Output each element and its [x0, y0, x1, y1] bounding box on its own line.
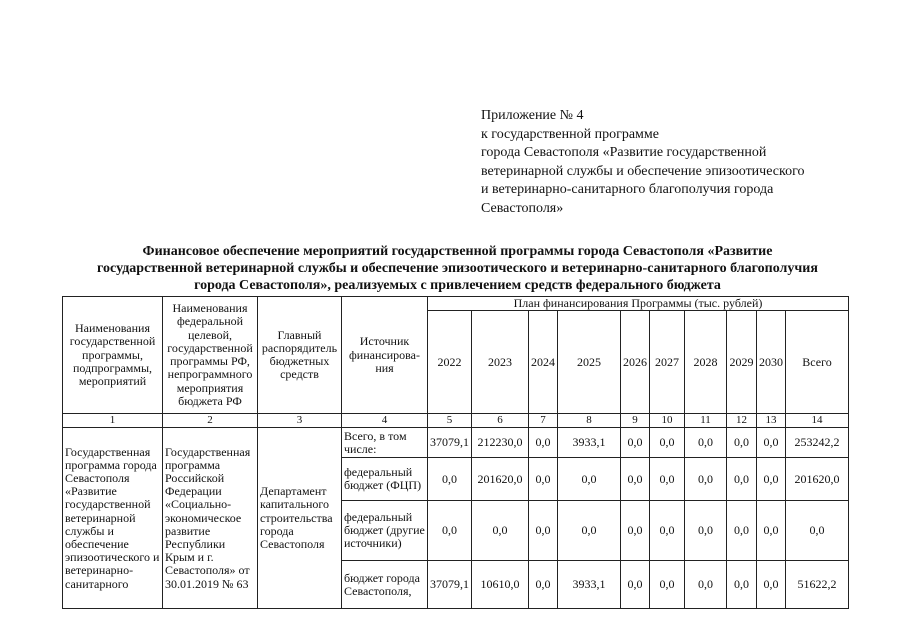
value-cell: 0,0 [621, 561, 650, 609]
column-index: 13 [757, 414, 786, 428]
value-cell: 0,0 [529, 458, 558, 501]
value-cell: 0,0 [558, 501, 621, 561]
column-index: 14 [786, 414, 849, 428]
value-cell: 0,0 [621, 428, 650, 458]
appendix-line: Севастополя» [481, 200, 564, 216]
title-line: города Севастополя», реализуемых с привлечением средств федерального бюджета [194, 278, 721, 293]
value-cell: 0,0 [621, 501, 650, 561]
value-cell: 0,0 [529, 561, 558, 609]
value-cell: 0,0 [727, 458, 757, 501]
value-cell: 201620,0 [472, 458, 529, 501]
value-cell: 0,0 [472, 501, 529, 561]
column-index: 12 [727, 414, 757, 428]
total-cell: 253242,2 [786, 428, 849, 458]
value-cell: 3933,1 [558, 428, 621, 458]
value-cell: 0,0 [727, 501, 757, 561]
header-year: 2023 [472, 311, 529, 414]
value-cell: 0,0 [650, 428, 685, 458]
column-index: 7 [529, 414, 558, 428]
table-row [63, 428, 849, 458]
value-cell: 0,0 [529, 501, 558, 561]
value-cell: 37079,1 [428, 428, 472, 458]
document-title [60, 243, 855, 294]
header-year: 2028 [685, 311, 727, 414]
column-index: 6 [472, 414, 529, 428]
column-index: 9 [621, 414, 650, 428]
header-year: 2024 [529, 311, 558, 414]
header-year: 2029 [727, 311, 757, 414]
value-cell: 3933,1 [558, 561, 621, 609]
funding-source-cell: бюджет города Севастополя, [342, 561, 428, 609]
value-cell: 0,0 [757, 428, 786, 458]
header-year: 2026 [621, 311, 650, 414]
federal-program-cell: Государственная программа Российской Федерации «Социально-экономическое развитие Республики Крым и г. Севастополя» от 30.01.2019 № 63 [163, 428, 258, 609]
financing-table [62, 296, 849, 609]
appendix-line: Приложение № 4 [481, 108, 584, 123]
distributor-cell: Департамент капитального строительства города Севастополя [258, 428, 342, 609]
column-index: 3 [258, 414, 342, 428]
total-cell: 201620,0 [786, 458, 849, 501]
program-name-cell: Государственная программа города Севастополя «Развитие государственной ветеринарной службы и обеспечение эпизоотического и ветеринарно-санитарного [63, 428, 163, 609]
appendix-line: города Севастополя «Развитие государственной [481, 145, 767, 160]
appendix-line: ветеринарной службы и обеспечение эпизоотического [481, 163, 805, 179]
value-cell: 0,0 [685, 561, 727, 609]
column-index: 10 [650, 414, 685, 428]
funding-source-cell: Всего, в том числе: [342, 428, 428, 458]
appendix-block [481, 107, 851, 218]
header-year: 2025 [558, 311, 621, 414]
header-total: Всего [786, 311, 849, 414]
funding-source-cell: федеральный бюджет (ФЦП) [342, 458, 428, 501]
value-cell: 0,0 [529, 428, 558, 458]
header-row-top [63, 297, 849, 311]
total-cell: 51622,2 [786, 561, 849, 609]
value-cell: 0,0 [650, 561, 685, 609]
header-year: 2022 [428, 311, 472, 414]
header-financing-plan: План финансирования Программы (тыс. рублей) [428, 297, 849, 311]
value-cell: 0,0 [621, 458, 650, 501]
column-index: 2 [163, 414, 258, 428]
value-cell: 0,0 [428, 501, 472, 561]
header-funding-source: Источник финансирова-ния [342, 297, 428, 414]
value-cell: 0,0 [757, 458, 786, 501]
value-cell: 10610,0 [472, 561, 529, 609]
title-line: государственной ветеринарной службы и обеспечение эпизоотического и ветеринарно-санитарного благополучия [97, 261, 818, 276]
title-line: Финансовое обеспечение мероприятий государственной программы города Севастополя «Развитие [142, 244, 773, 259]
value-cell: 0,0 [558, 458, 621, 501]
appendix-line: к государственной программе [481, 126, 659, 142]
value-cell: 37079,1 [428, 561, 472, 609]
value-cell: 0,0 [428, 458, 472, 501]
column-index: 8 [558, 414, 621, 428]
header-year: 2027 [650, 311, 685, 414]
funding-source-cell: федеральный бюджет (другие источники) [342, 501, 428, 561]
header-federal-program: Наименования федеральной целевой, государственной программы РФ, непрограммного мероприятия бюджета РФ [163, 297, 258, 414]
column-index: 5 [428, 414, 472, 428]
header-program-names: Наименования государственной программы, подпрограммы, мероприятий [63, 297, 163, 414]
value-cell: 0,0 [727, 428, 757, 458]
value-cell: 0,0 [650, 501, 685, 561]
value-cell: 0,0 [727, 561, 757, 609]
value-cell: 0,0 [685, 458, 727, 501]
value-cell: 0,0 [757, 561, 786, 609]
column-index: 4 [342, 414, 428, 428]
appendix-line: и ветеринарно-санитарного благополучия города [481, 182, 774, 197]
value-cell: 0,0 [685, 428, 727, 458]
total-cell: 0,0 [786, 501, 849, 561]
value-cell: 0,0 [685, 501, 727, 561]
column-index: 1 [63, 414, 163, 428]
header-year: 2030 [757, 311, 786, 414]
value-cell: 0,0 [757, 501, 786, 561]
value-cell: 0,0 [650, 458, 685, 501]
header-distributor: Главный распорядитель бюджетных средств [258, 297, 342, 414]
value-cell: 212230,0 [472, 428, 529, 458]
column-index: 11 [685, 414, 727, 428]
column-index-row [63, 414, 849, 428]
